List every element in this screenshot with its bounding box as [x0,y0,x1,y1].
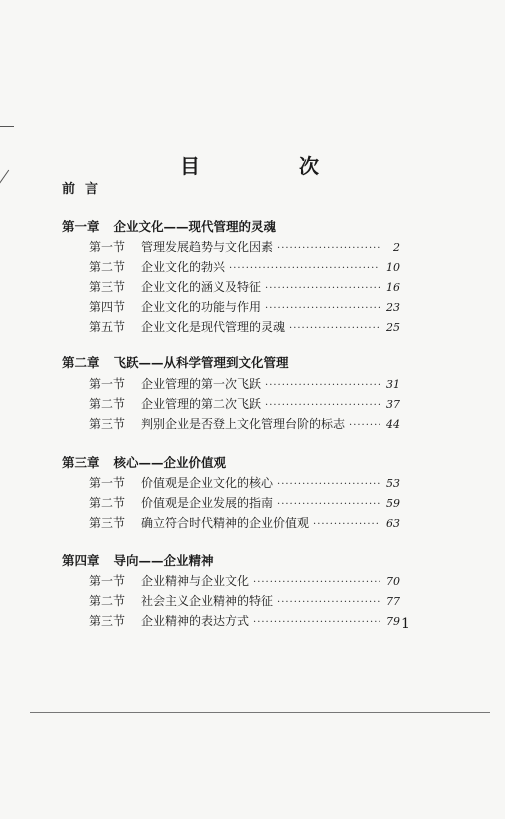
section-title: 企业精神与企业文化 [141,574,250,588]
toc-entry [89,592,400,610]
chapter-heading [62,217,276,235]
section-page: 77 [386,595,400,608]
section-title: 企业管理的第二次飞跃 [141,397,262,411]
toc-entry [89,375,400,393]
page-number: 1 [401,616,410,632]
section-title: 价值观是企业发展的指南 [141,496,274,510]
section-title: 企业精神的表达方式 [141,614,250,628]
section-page: 70 [386,575,400,588]
chapter-title: 核心——企业价值观 [113,455,227,470]
section-number: 第一节 [89,476,126,490]
toc-entry [89,572,400,590]
dot-leader [253,617,380,628]
dot-leader [253,577,380,588]
dot-leader [265,380,380,391]
toc-entry [89,415,400,433]
section-title: 企业文化的功能与作用 [141,300,262,314]
section-title: 管理发展趋势与文化因素 [141,240,274,254]
section-number: 第三节 [89,280,126,294]
section-title: 企业管理的第一次飞跃 [141,377,262,391]
section-number: 第二节 [89,594,126,608]
section-title: 社会主义企业精神的特征 [141,594,274,608]
chapter-heading [62,551,214,569]
section-page: 59 [386,497,400,510]
section-title: 判别企业是否登上文化管理台阶的标志 [141,417,346,431]
section-number: 第二节 [89,496,126,510]
section-page: 25 [386,321,400,334]
dot-leader [349,420,380,431]
section-number: 第一节 [89,377,126,391]
section-page: 16 [386,281,400,294]
section-title: 企业文化的涵义及特征 [141,280,262,294]
dot-leader [265,283,380,294]
chapter-title: 飞跃——从科学管理到文化管理 [113,355,289,370]
section-number: 第二节 [89,260,126,274]
section-title: 企业文化是现代管理的灵魂 [141,320,286,334]
section-title: 企业文化的勃兴 [141,260,226,274]
toc-entry [89,258,400,276]
toc-entry [89,238,400,256]
toc-entry [89,298,400,316]
section-number: 第三节 [89,417,126,431]
section-page: 2 [393,241,400,254]
chapter-number: 第四章 [62,553,100,568]
section-page: 31 [386,378,400,391]
dot-leader [277,479,380,490]
section-number: 第四节 [89,300,126,314]
chapter-number: 第三章 [62,455,100,470]
section-page: 23 [386,301,400,314]
section-page: 44 [386,418,400,431]
toc-entry [89,514,400,532]
dot-leader [265,303,380,314]
dot-leader [265,400,380,411]
chapter-title: 导向——企业精神 [113,553,214,568]
section-page: 37 [386,398,400,411]
chapter-heading [62,453,226,471]
toc-entry [89,395,400,413]
section-title: 确立符合时代精神的企业价值观 [141,516,310,530]
toc-entry [89,278,400,296]
toc-entry [89,494,400,512]
section-number: 第三节 [89,614,126,628]
dot-leader [229,263,380,274]
dot-leader [277,499,380,510]
dot-leader [313,519,380,530]
bottom-rule [30,712,490,713]
dot-leader [289,323,380,334]
section-title: 价值观是企业文化的核心 [141,476,274,490]
section-number: 第二节 [89,397,126,411]
toc-entry [89,318,400,336]
section-number: 第五节 [89,320,126,334]
section-page: 10 [386,261,400,274]
page-title: 目 次 [180,154,365,178]
chapter-heading [62,353,289,371]
section-number: 第一节 [89,574,126,588]
section-number: 第三节 [89,516,126,530]
section-number: 第一节 [89,240,126,254]
dot-leader [277,597,380,608]
foreword-entry: 前言 [62,182,109,197]
chapter-number: 第二章 [62,355,100,370]
chapter-title: 企业文化——现代管理的灵魂 [113,219,277,234]
toc-entry [89,612,400,630]
section-page: 79 [386,615,400,628]
chapter-number: 第一章 [62,219,100,234]
dot-leader [277,243,380,254]
section-page: 63 [386,517,400,530]
toc-entry [89,474,400,492]
section-page: 53 [386,477,400,490]
